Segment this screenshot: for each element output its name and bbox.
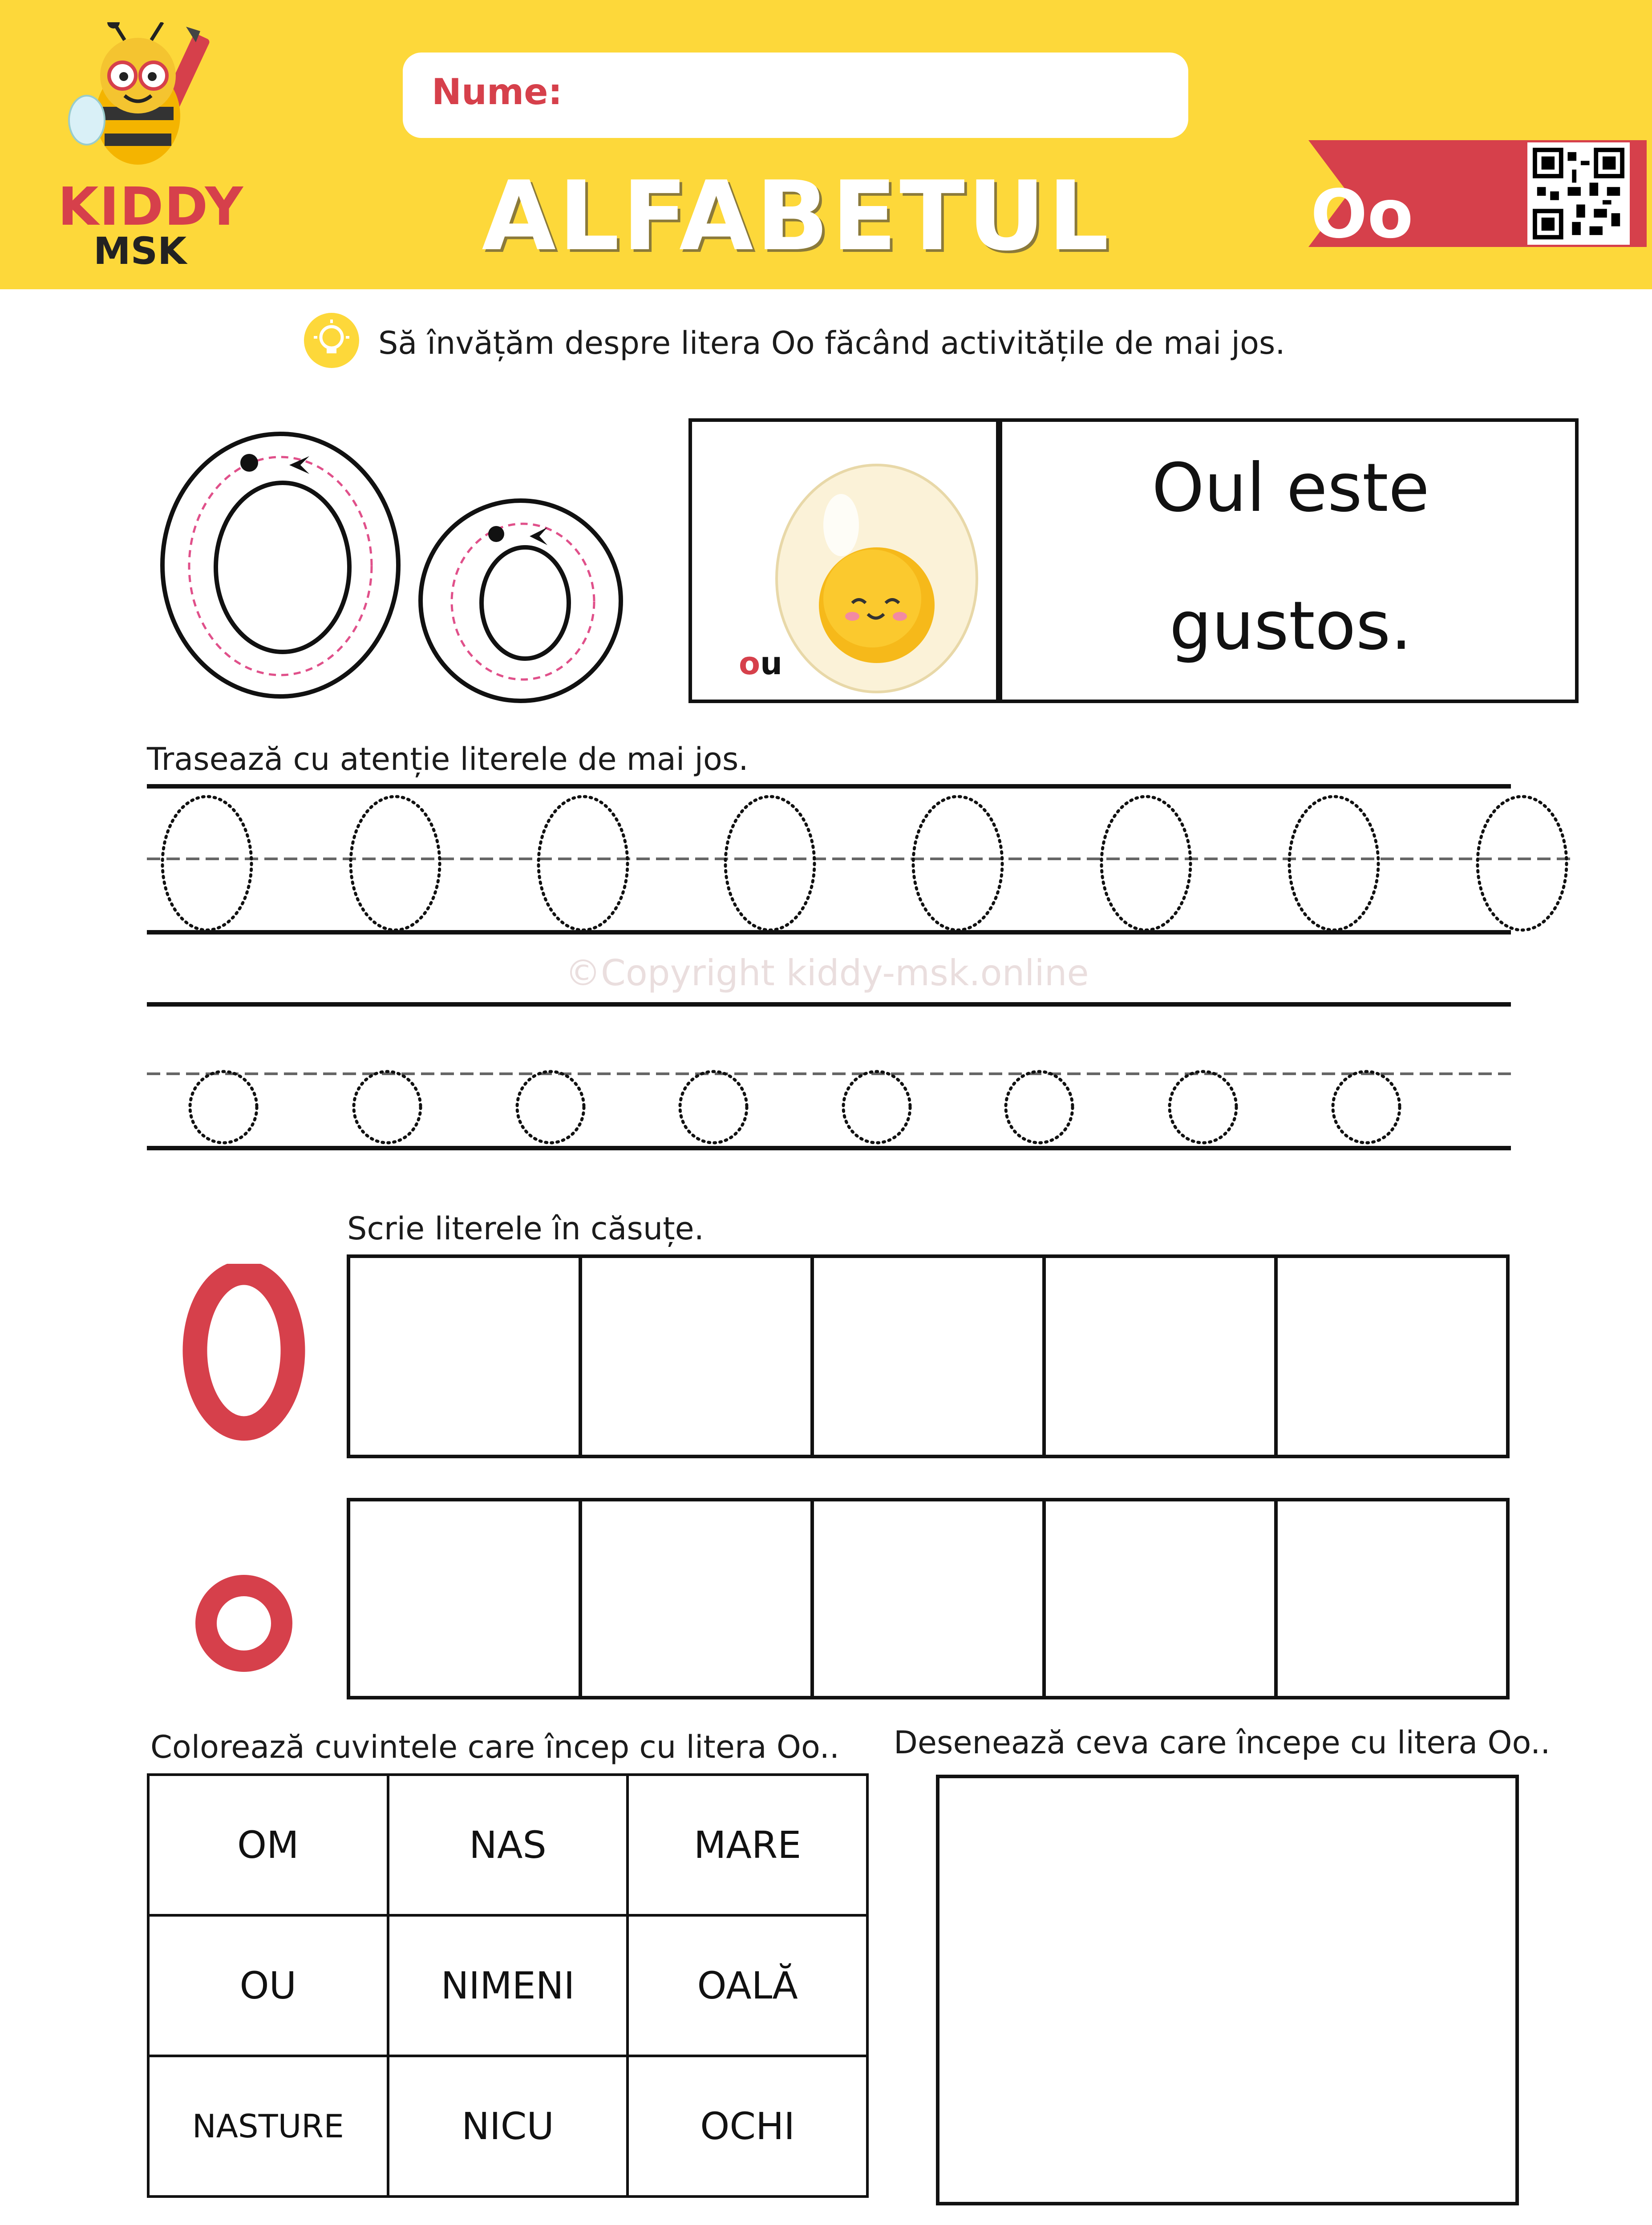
word-cell[interactable]: MARE bbox=[628, 1775, 867, 1915]
picture-word-letter-u: u bbox=[760, 645, 782, 682]
color-words-instruction: Colorează cuvintele care încep cu litera Oo.. bbox=[150, 1729, 840, 1765]
picture-word bbox=[739, 645, 782, 682]
word-cell[interactable]: NAS bbox=[388, 1775, 628, 1915]
word-cell[interactable]: OU bbox=[148, 1915, 388, 2056]
tracing-instruction: Trasează cu atenție literele de mai jos. bbox=[147, 741, 749, 777]
egg-icon bbox=[765, 445, 988, 694]
letter-tag: Oo bbox=[1311, 176, 1413, 253]
letter-o-stroke-guide bbox=[147, 427, 636, 712]
qr-code-icon[interactable] bbox=[1527, 142, 1630, 245]
word-cell[interactable]: OCHI bbox=[628, 2056, 867, 2197]
word-cell[interactable]: NIMENI bbox=[388, 1915, 628, 2056]
name-label: Nume: bbox=[432, 71, 563, 113]
logo-kiddy-text: KIDDY bbox=[58, 176, 244, 237]
word-grid bbox=[147, 1773, 869, 2198]
word-cell[interactable]: OM bbox=[148, 1775, 388, 1915]
intro-text: Să învățăm despre litera Oo făcând activitățile de mai jos. bbox=[378, 325, 1285, 361]
card-divider bbox=[996, 418, 1002, 703]
lightbulb-icon bbox=[303, 312, 360, 369]
copyright-watermark: ©Copyright kiddy-msk.online bbox=[565, 952, 1089, 994]
word-cell[interactable]: OALĂ bbox=[628, 1915, 867, 2056]
boxes-instruction: Scrie literele în căsuțe. bbox=[347, 1210, 704, 1247]
sentence-line-1: Oul este bbox=[1151, 449, 1430, 527]
page-title: ALFABETUL bbox=[482, 160, 1112, 272]
sentence-line-2: gustos. bbox=[1169, 587, 1412, 665]
red-letters bbox=[178, 1264, 316, 1709]
writing-boxes[interactable] bbox=[345, 1253, 1511, 1702]
word-cell[interactable]: NASTURE bbox=[148, 2056, 388, 2197]
word-cell[interactable]: NICU bbox=[388, 2056, 628, 2197]
draw-instruction: Desenează ceva care începe cu litera Oo.. bbox=[894, 1724, 1551, 1761]
picture-word-letter-o: o bbox=[739, 645, 761, 682]
drawing-area[interactable] bbox=[936, 1775, 1519, 2205]
bee-pencil-icon bbox=[67, 22, 227, 174]
logo-msk-text: MSK bbox=[93, 229, 187, 273]
